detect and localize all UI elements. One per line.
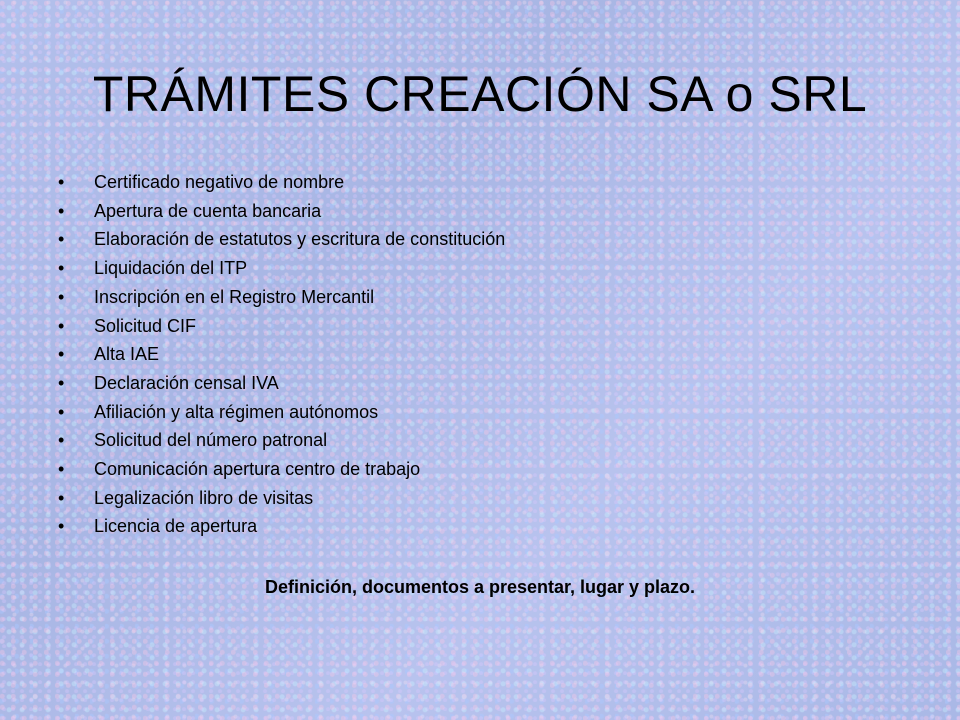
bullet-icon: • [58, 516, 65, 537]
list-item [56, 369, 505, 398]
bullet-icon: • [58, 229, 65, 250]
bullet-icon: • [58, 344, 65, 365]
list-item [56, 168, 505, 197]
list-item [56, 225, 505, 254]
list-item [56, 283, 505, 312]
list-item-text: Elaboración de estatutos y escritura de constitución [94, 229, 506, 250]
list-item-text: Certificado negativo de nombre [94, 172, 345, 192]
list-item-text: Afiliación y alta régimen autónomos [94, 401, 379, 422]
slide-title: TRÁMITES CREACIÓN SA o SRL [92, 66, 868, 122]
list-item-text: Declaración censal IVA [94, 372, 279, 393]
bullet-icon: • [58, 430, 65, 451]
list-item [56, 197, 505, 226]
footnote: Definición, documentos a presentar, lugar y plazo. [264, 577, 696, 597]
list-item [56, 398, 505, 427]
bullet-icon: • [58, 200, 65, 221]
bullet-icon: • [58, 401, 65, 422]
bullet-icon: • [58, 258, 65, 279]
list-item-text: Alta IAE [94, 344, 160, 365]
list-item-text: Solicitud CIF [94, 315, 197, 336]
bullet-icon: • [58, 172, 65, 192]
list-item-text: Legalización libro de visitas [94, 487, 314, 508]
list-item-text: Licencia de apertura [94, 516, 258, 537]
list-item-text: Liquidación del ITP [94, 258, 248, 279]
procedures-list [56, 168, 505, 541]
list-item-text: Apertura de cuenta bancaria [94, 200, 322, 221]
list-item [56, 484, 505, 513]
list-item-text: Inscripción en el Registro Mercantil [94, 286, 375, 307]
list-item [56, 512, 505, 541]
list-item [56, 254, 505, 283]
list-item [56, 340, 505, 369]
bullet-icon: • [58, 459, 65, 480]
list-item [56, 455, 505, 484]
bullet-icon: • [58, 372, 65, 393]
list-item-text: Comunicación apertura centro de trabajo [94, 459, 421, 480]
bullet-icon: • [58, 487, 65, 508]
bullet-icon: • [58, 286, 65, 307]
bullet-icon: • [58, 315, 65, 336]
list-item-text: Solicitud del número patronal [94, 430, 328, 451]
list-item [56, 426, 505, 455]
list-item [56, 312, 505, 341]
